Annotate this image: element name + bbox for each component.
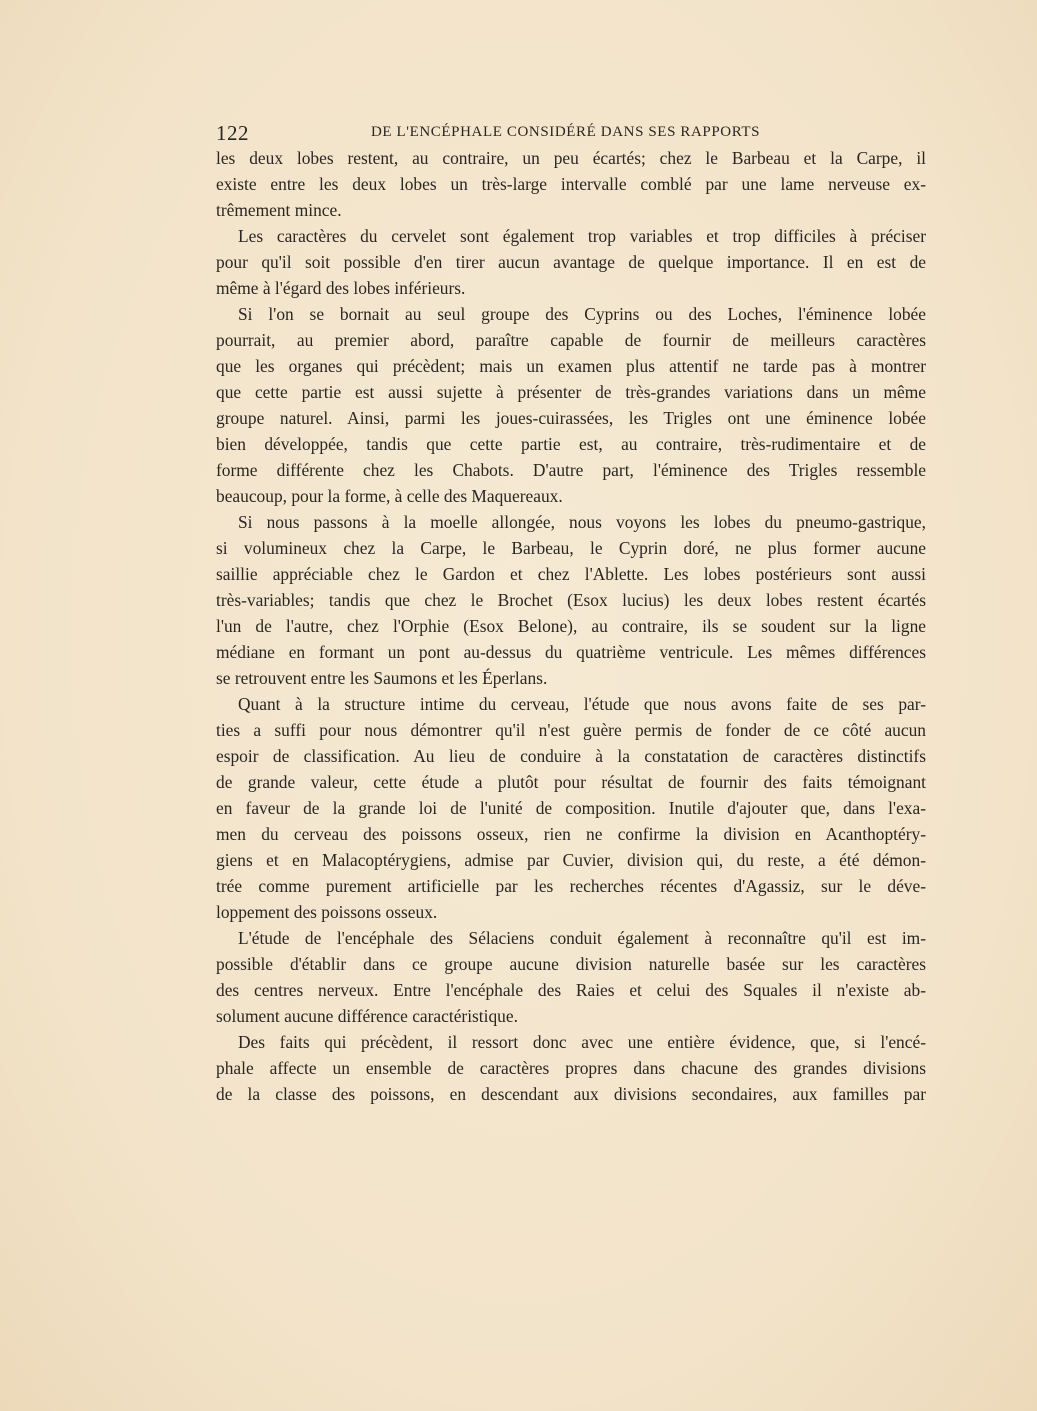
text-line: très-variables; tandis que chez le Brochet (Esox lucius) les deux lobes restent écartés	[216, 590, 926, 610]
page-header	[216, 121, 926, 145]
running-title: DE L'ENCÉPHALE CONSIDÉRÉ DANS SES RAPPORTS	[371, 124, 761, 140]
text-line: possible d'établir dans ce groupe aucune division naturelle basée sur les caractères	[216, 954, 926, 974]
text-line: Les caractères du cervelet sont également trop variables et trop difficiles à préciser	[238, 226, 926, 246]
body-text	[216, 145, 926, 1107]
text-line: des centres nerveux. Entre l'encéphale des Raies et celui des Squales il n'existe ab-	[216, 980, 926, 1000]
text-line: ties a suffi pour nous démontrer qu'il n'est guère permis de fonder de ce côté aucun	[216, 720, 926, 740]
text-line: existe entre les deux lobes un très-large intervalle comblé par une lame nerveuse ex-	[216, 174, 926, 194]
text-line: Si nous passons à la moelle allongée, nous voyons les lobes du pneumo-gastrique,	[238, 512, 926, 532]
text-line: que les organes qui précèdent; mais un examen plus attentif ne tarde pas à montrer	[216, 356, 926, 376]
text-line: pour qu'il soit possible d'en tirer aucun avantage de quelque importance. Il en est de	[216, 252, 926, 272]
text-line: solument aucune différence caractéristique.	[216, 1006, 518, 1026]
text-line: giens et en Malacoptérygiens, admise par Cuvier, division qui, du reste, a été démon-	[216, 850, 926, 870]
text-line: pourrait, au premier abord, paraître capable de fournir de meilleurs caractères	[216, 330, 926, 350]
text-line: phale affecte un ensemble de caractères propres dans chacune des grandes divisions	[216, 1058, 926, 1078]
text-line: Si l'on se bornait au seul groupe des Cyprins ou des Loches, l'éminence lobée	[238, 304, 926, 324]
text-line: médiane en formant un pont au-dessus du quatrième ventricule. Les mêmes différences	[216, 642, 926, 662]
text-line: L'étude de l'encéphale des Sélaciens conduit également à reconnaître qu'il est im-	[238, 928, 926, 948]
text-line: beaucoup, pour la forme, à celle des Maquereaux.	[216, 486, 563, 506]
text-line: se retrouvent entre les Saumons et les Éperlans.	[216, 668, 548, 688]
text-line: groupe naturel. Ainsi, parmi les joues-cuirassées, les Trigles ont une éminence lobée	[216, 408, 926, 428]
text-line: trée comme purement artificielle par les recherches récentes d'Agassiz, sur le déve-	[216, 876, 926, 896]
text-line: de la classe des poissons, en descendant aux divisions secondaires, aux familles par	[216, 1084, 926, 1104]
text-line: loppement des poissons osseux.	[216, 902, 438, 922]
text-line: même à l'égard des lobes inférieurs.	[216, 278, 466, 298]
text-line: men du cerveau des poissons osseux, rien ne confirme la division en Acanthoptéry-	[216, 824, 926, 844]
text-line: en faveur de la grande loi de l'unité de composition. Inutile d'ajouter que, dans l'exa-	[216, 798, 926, 818]
text-line: Des faits qui précèdent, il ressort donc avec une entière évidence, que, si l'encé-	[238, 1032, 926, 1052]
text-line: si volumineux chez la Carpe, le Barbeau, le Cyprin doré, ne plus former aucune	[216, 538, 926, 558]
text-line: bien développée, tandis que cette partie est, au contraire, très-rudimentaire et de	[216, 434, 926, 454]
text-line: l'un de l'autre, chez l'Orphie (Esox Belone), au contraire, ils se soudent sur la ligne	[216, 616, 926, 636]
text-line: espoir de classification. Au lieu de conduire à la constatation de caractères distinctifs	[216, 746, 926, 766]
text-line: forme différente chez les Chabots. D'autre part, l'éminence des Trigles ressemble	[216, 460, 926, 480]
text-line: que cette partie est aussi sujette à présenter de très-grandes variations dans un même	[216, 382, 926, 402]
page-number: 122	[216, 121, 249, 145]
text-line: de grande valeur, cette étude a plutôt pour résultat de fournir des faits témoignant	[216, 772, 926, 792]
text-line: trêmement mince.	[216, 200, 342, 220]
text-line: les deux lobes restent, au contraire, un peu écartés; chez le Barbeau et la Carpe, il	[216, 148, 926, 168]
text-line: saillie appréciable chez le Gardon et chez l'Ablette. Les lobes postérieurs sont aussi	[216, 564, 926, 584]
text-line: Quant à la structure intime du cerveau, l'étude que nous avons faite de ses par-	[238, 694, 926, 714]
